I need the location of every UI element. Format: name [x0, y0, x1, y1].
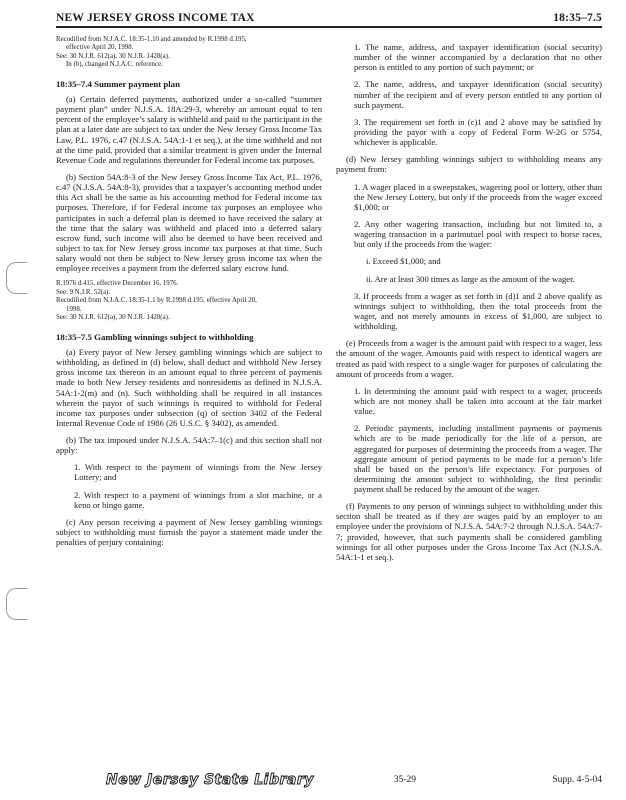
history-note: effective April 20, 1998. [66, 44, 134, 52]
paragraph: 1. In determining the amount paid with respect to a wager, proceeds which are not money shall be taken into account at the fair market value. [354, 385, 602, 417]
header-title: NEW JERSEY GROSS INCOME TAX [56, 12, 255, 24]
paragraph: 2. Any other wagering transaction, including but not limited to, a wagering transaction in a parimutuel pool with respect to horse races, but only if the proceeds from the wager: [354, 218, 602, 250]
history-note: See: 30 N.J.R. 612(a), 30 N.J.R. 1428(a). [56, 314, 170, 322]
two-column-body [56, 36, 602, 569]
section-heading: 18:35–7.5 Gambling winnings subject to withholding [56, 331, 254, 342]
left-column [56, 36, 322, 569]
margin-mark [6, 588, 27, 620]
paragraph: 2. With respect to a payment of winnings from a slot machine, or a keno or bingo game. [74, 489, 322, 510]
paragraph: i. Exceed $1,000; and [366, 256, 441, 267]
history-note: R.1976 d.415, effective December 16, 1976. [56, 280, 179, 288]
margin-mark [6, 262, 27, 294]
paragraph: 3. The requirement set forth in (c)1 and 2 above may be satisfied by providing the payor with a copy of Federal Form W-2G or 5754, whichever is applicable. [354, 116, 602, 148]
history-note: Recodified from N.J.A.C. 18:35-1.1 by R.1998 d.195, effective April 20, [56, 297, 257, 305]
paragraph: (f) Payments to any person of winnings subject to withholding under this section shall be treated as if they are wages paid by an employer to an employee under the provisions of N.J.S.A. 54A:7-2 through N.J.S.A. 54A:7-7; provided, however, that such payments shall be considered gambling winnings for all other purposes under the Gross Income Tax Act (N.J.S.A. 54A:1-1 et seq.). [336, 501, 602, 562]
paragraph: (e) Proceeds from a wager is the amount paid with respect to a wager, less the amount of the wager. Amounts paid with respect to identical wagers are treated as paid with respect to a single wager for purposes of calculating the amount of proceeds from a wager. [336, 338, 602, 379]
paragraph: 1. A wager placed in a sweepstakes, wagering pool or lottery, other than the New Jersey Lottery, but only if the proceeds from the wager exceed $1,000; or [354, 181, 602, 212]
section-heading: 18:35–7.4 Summer payment plan [56, 78, 180, 89]
paragraph: 2. The name, address, and taxpayer identification (social security) number of the recipient and of every person entitled to any portion of such payment. [354, 79, 602, 110]
history-note: See: 9 N.J.R. 52(a). [56, 288, 111, 296]
paragraph: ii. Are at least 300 times as large as the amount of the wager. [366, 273, 575, 284]
paragraph: 1. The name, address, and taxpayer identification (social security) number of the winner accompanied by a declaration that no other person is entitled to any portion of such payment; or [354, 42, 602, 73]
supplement-date: Supp. 4-5-04 [552, 775, 602, 785]
paragraph: (c) Any person receiving a payment of New Jersey gambling winnings subject to withholding must furnish the payor a statement made under the penalties of perjury containing: [56, 516, 322, 548]
history-note: See: 30 N.J.R. 612(a), 30 N.J.R. 1428(a). [56, 52, 170, 60]
library-watermark-logo: New Jersey State Library [106, 772, 314, 788]
paragraph: (a) Every payor of New Jersey gambling winnings which are subject to withholding, as defined in (d) below, shall deduct and withhold New Jersey gross income tax thereon in an amount equal to three percent of payments made to both New Jersey residents and nonresidents as defined in N.J.S.A. 54A:1-2(m) and (n). Such withholding shall be required in all instances wherein the payor of such winnings is required to withhold for Federal income tax purposes under subsection (q) of section 3402 of the Federal Internal Revenue Code of 1986 (26 U.S.C. § 3402), as amended. [56, 346, 322, 428]
paragraph: 1. With respect to the payment of winnings from the New Jersey Lottery; and [74, 462, 322, 483]
history-note: In (b), changed N.J.A.C. reference. [66, 61, 163, 69]
paragraph: 3. If proceeds from a wager as set forth in (d)1 and 2 above qualify as winnings subject to withholding, then the total proceeds from the wager, and not merely amounts in excess of $1,000, are subject to withholding. [354, 290, 602, 332]
history-note: 1998. [66, 305, 82, 313]
right-column [336, 36, 602, 569]
paragraph: (d) New Jersey gambling winnings subject to withholding means any payment from: [336, 154, 602, 175]
paragraph: (b) Section 54A:8-3 of the New Jersey Gross Income Tax Act, P.L. 1976, c.47 (N.J.S.A. 54A:8-3), provides that a taxpayer’s accounting method under this Act shall be the same as his accounting method for Federal income tax purposes. Therefore, if for Federal income tax purposes an employee who participates in such a deferral plan is deemed to have received the salary at the time that the salary was withheld and placed into a deferred salary escrow fund, such income will also be deemed to have been received and subject to tax for New Jersey gross income tax purposes at that time. Such salary would not then be subject to New Jersey gross income tax when the employee receives a payment from the deferred salary escrow fund. [56, 172, 322, 274]
running-header [56, 12, 602, 28]
history-note: Recodified from N.J.A.C. 18:35-1.10 and amended by R.1998 d.195, [56, 36, 247, 43]
paragraph: 2. Periodic payments, including installment payments or payments which are to be made periodically for the life of a person, are aggregated for purposes of determining the proceeds from a wager. The aggregate amount of period payments to be made for a person’s life shall be based on the person’s life expectancy. For purposes of determining the amount subject to withholding, the first periodic payment shall be reduced by the amount of the wager. [354, 423, 602, 495]
header-section-number: 18:35–7.5 [553, 12, 602, 24]
paragraph: (a) Certain deferred payments, authorized under a so-called “summer payment plan” under N.J.S.A. 18A:29-3, whereby an amount equal to ten percent of the employee’s salary is withheld and paid to the participant in the plan at a later date are subject to tax under the New Jersey Gross Income Tax Law, P.L. 1976, c.47 (N.J.S.A. 54A:1-1 et seq.), at the time withheld and not at the time paid, provided that a similar treatment is given under the Internal Revenue Code and regulations thereunder for Federal income tax purposes. [56, 94, 322, 165]
paragraph: (b) The tax imposed under N.J.S.A. 54A:7–1(c) and this section shall not apply: [56, 435, 322, 456]
page-footer [56, 772, 602, 788]
page-number: 35-29 [393, 775, 417, 785]
